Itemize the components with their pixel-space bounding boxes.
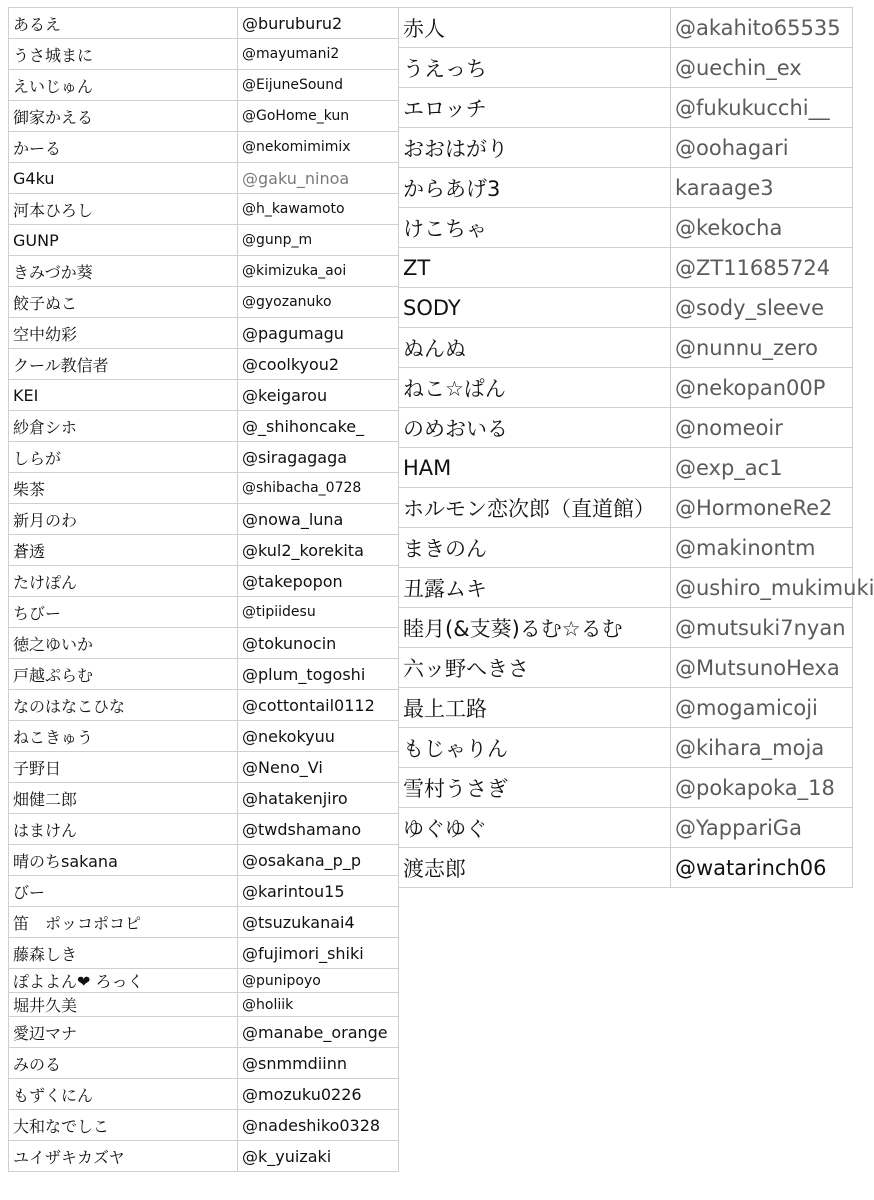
table-row [9, 1048, 399, 1079]
name-cell: 大和なでしこ [9, 1110, 238, 1141]
table-row [9, 993, 399, 1017]
name-cell: ゆぐゆぐ [399, 808, 671, 848]
handle-cell: @_shihoncake_ [238, 411, 399, 442]
table-row [9, 597, 399, 628]
name-cell: きみづか葵 [9, 256, 238, 287]
table-row [399, 608, 853, 648]
table-row [9, 814, 399, 845]
table-row [399, 368, 853, 408]
table-row [399, 208, 853, 248]
name-cell: 柴茶 [9, 473, 238, 504]
handle-cell: @h_kawamoto [238, 194, 399, 225]
table-row [399, 48, 853, 88]
table-row [399, 568, 853, 608]
table-row [399, 808, 853, 848]
table-row [9, 101, 399, 132]
handle-cell: @kimizuka_aoi [238, 256, 399, 287]
name-cell: かーる [9, 132, 238, 163]
table-row [9, 721, 399, 752]
handle-cell: @takepopon [238, 566, 399, 597]
name-cell: うさ城まに [9, 39, 238, 70]
name-cell: ZT [399, 248, 671, 288]
table-row [399, 248, 853, 288]
name-cell: 睦月(&支葵)るむ☆るむ [399, 608, 671, 648]
handle-cell: @exp_ac1 [671, 448, 853, 488]
table-row [9, 845, 399, 876]
handle-cell: @gyozanuko [238, 287, 399, 318]
handle-cell: @holiik [238, 993, 399, 1017]
handle-cell: @fukukucchi__ [671, 88, 853, 128]
table-row [399, 768, 853, 808]
handle-cell: @hatakenjiro [238, 783, 399, 814]
name-cell: 愛辺マナ [9, 1017, 238, 1048]
handle-cell: @akahito65535 [671, 8, 853, 48]
handle-cell: @coolkyou2 [238, 349, 399, 380]
name-cell: あるえ [9, 8, 238, 39]
name-cell: 畑健二郎 [9, 783, 238, 814]
name-cell: ねこ☆ぱん [399, 368, 671, 408]
handle-cell: @watarinch06 [671, 848, 853, 888]
table-row [9, 628, 399, 659]
name-cell: 赤人 [399, 8, 671, 48]
handle-cell: @kihara_moja [671, 728, 853, 768]
table-row [9, 70, 399, 101]
table-row [9, 194, 399, 225]
handle-cell: @fujimori_shiki [238, 938, 399, 969]
handle-cell: @GoHome_kun [238, 101, 399, 132]
table-row [9, 690, 399, 721]
name-cell: ホルモン恋次郎（直道館） [399, 488, 671, 528]
handle-cell: @nekomimimix [238, 132, 399, 163]
table-row [9, 163, 399, 194]
handle-cell: @twdshamano [238, 814, 399, 845]
handle-cell: @nadeshiko0328 [238, 1110, 399, 1141]
name-cell: ぽよよん❤ ろっく [9, 969, 238, 993]
name-cell: 最上工路 [399, 688, 671, 728]
name-cell: 丑露ムキ [399, 568, 671, 608]
handle-cell: @mozuku0226 [238, 1079, 399, 1110]
handle-cell: @uechin_ex [671, 48, 853, 88]
table-row [399, 128, 853, 168]
table-row [9, 876, 399, 907]
name-cell: 子野日 [9, 752, 238, 783]
table-row [9, 442, 399, 473]
table-row [399, 728, 853, 768]
table-row [9, 380, 399, 411]
handle-cell: @keigarou [238, 380, 399, 411]
right-credits-table [398, 7, 874, 888]
table-row [9, 1079, 399, 1110]
name-cell: 新月のわ [9, 504, 238, 535]
handle-cell: @nowa_luna [238, 504, 399, 535]
handle-cell: @kekocha [671, 208, 853, 248]
name-cell: からあげ3 [399, 168, 671, 208]
name-cell: KEI [9, 380, 238, 411]
handle-cell: @snmmdiinn [238, 1048, 399, 1079]
handle-cell: @tokunocin [238, 628, 399, 659]
handle-cell: @nekokyuu [238, 721, 399, 752]
handle-cell: @nunnu_zero [671, 328, 853, 368]
name-cell: HAM [399, 448, 671, 488]
name-cell: もずくにん [9, 1079, 238, 1110]
name-cell: ちびー [9, 597, 238, 628]
table-row [399, 168, 853, 208]
name-cell: エロッチ [399, 88, 671, 128]
left-credits-table [8, 7, 399, 1172]
handle-cell: @nekopan00P [671, 368, 853, 408]
name-cell: おおはがり [399, 128, 671, 168]
name-cell: ユイザキカズヤ [9, 1141, 238, 1172]
name-cell: 河本ひろし [9, 194, 238, 225]
handle-cell: @punipoyo [238, 969, 399, 993]
handle-cell: @ushiro_mukimuki [671, 568, 853, 608]
handle-cell: @sody_sleeve [671, 288, 853, 328]
name-cell: 笛 ポッコポコピ [9, 907, 238, 938]
table-row [9, 566, 399, 597]
table-row [9, 1110, 399, 1141]
name-cell: まきのん [399, 528, 671, 568]
name-cell: のめおいる [399, 408, 671, 448]
handle-cell: @nomeoir [671, 408, 853, 448]
name-cell: 餃子ぬこ [9, 287, 238, 318]
name-cell: GUNP [9, 225, 238, 256]
name-cell: みのる [9, 1048, 238, 1079]
table-row [399, 488, 853, 528]
handle-cell: @plum_togoshi [238, 659, 399, 690]
handle-cell: @pokapoka_18 [671, 768, 853, 808]
handle-cell: @tsuzukanai4 [238, 907, 399, 938]
table-row [399, 88, 853, 128]
table-row [399, 848, 853, 888]
name-cell: 徳之ゆいか [9, 628, 238, 659]
table-row [9, 535, 399, 566]
table-row [399, 528, 853, 568]
table-row [399, 288, 853, 328]
table-row [9, 969, 399, 993]
name-cell: えいじゅん [9, 70, 238, 101]
table-row [9, 8, 399, 39]
table-row [9, 256, 399, 287]
handle-cell: @YappariGa [671, 808, 853, 848]
handle-cell: karaage3 [671, 168, 853, 208]
handle-cell: @MutsunoHexa [671, 648, 853, 688]
name-cell: 渡志郎 [399, 848, 671, 888]
table-row [9, 411, 399, 442]
name-cell: ぬんぬ [399, 328, 671, 368]
handle-cell: @kul2_korekita [238, 535, 399, 566]
table-row [9, 287, 399, 318]
handle-cell: @shibacha_0728 [238, 473, 399, 504]
table-row [9, 504, 399, 535]
name-cell: うえっち [399, 48, 671, 88]
handle-cell: @siragagaga [238, 442, 399, 473]
handle-cell: @HormoneRe2 [671, 488, 853, 528]
name-cell: 紗倉シホ [9, 411, 238, 442]
handle-cell: @buruburu2 [238, 8, 399, 39]
table-row [9, 225, 399, 256]
handle-cell: @mayumani2 [238, 39, 399, 70]
handle-cell: @ZT11685724 [671, 248, 853, 288]
table-row [9, 1017, 399, 1048]
name-cell: しらが [9, 442, 238, 473]
name-cell: ねこきゅう [9, 721, 238, 752]
table-row [9, 1141, 399, 1172]
table-row [399, 648, 853, 688]
name-cell: びー [9, 876, 238, 907]
table-row [399, 408, 853, 448]
handle-cell: @Neno_Vi [238, 752, 399, 783]
table-row [399, 8, 853, 48]
name-cell: 雪村うさぎ [399, 768, 671, 808]
name-cell: けこちゃ [399, 208, 671, 248]
handle-cell: @cottontail0112 [238, 690, 399, 721]
table-row [9, 349, 399, 380]
name-cell: 六ッ野へきさ [399, 648, 671, 688]
name-cell: 蒼透 [9, 535, 238, 566]
name-cell: はまけん [9, 814, 238, 845]
name-cell: 堀井久美 [9, 993, 238, 1017]
table-row [9, 473, 399, 504]
table-row [399, 688, 853, 728]
handle-cell: @gunp_m [238, 225, 399, 256]
name-cell: 戸越ぷらむ [9, 659, 238, 690]
name-cell: クール教信者 [9, 349, 238, 380]
name-cell: 御家かえる [9, 101, 238, 132]
table-row [9, 938, 399, 969]
table-row [9, 752, 399, 783]
name-cell: 空中幼彩 [9, 318, 238, 349]
name-cell: 晴のちsakana [9, 845, 238, 876]
handle-cell: @pagumagu [238, 318, 399, 349]
table-row [9, 783, 399, 814]
handle-cell: @mutsuki7nyan [671, 608, 853, 648]
name-cell: たけぽん [9, 566, 238, 597]
table-row [399, 448, 853, 488]
handle-cell: @EijuneSound [238, 70, 399, 101]
name-cell: G4ku [9, 163, 238, 194]
table-row [9, 132, 399, 163]
name-cell: もじゃりん [399, 728, 671, 768]
name-cell: SODY [399, 288, 671, 328]
handle-cell: @karintou15 [238, 876, 399, 907]
name-cell: なのはなこひな [9, 690, 238, 721]
handle-cell: @k_yuizaki [238, 1141, 399, 1172]
table-row [9, 659, 399, 690]
handle-cell: @tipiidesu [238, 597, 399, 628]
table-row [9, 39, 399, 70]
handle-cell: @osakana_p_p [238, 845, 399, 876]
table-row [9, 907, 399, 938]
handle-cell: @makinontm [671, 528, 853, 568]
table-row [399, 328, 853, 368]
table-row [9, 318, 399, 349]
name-cell: 藤森しき [9, 938, 238, 969]
handle-cell: @oohagari [671, 128, 853, 168]
handle-cell: @mogamicoji [671, 688, 853, 728]
handle-cell: @manabe_orange [238, 1017, 399, 1048]
handle-cell: @gaku_ninoa [238, 163, 399, 194]
